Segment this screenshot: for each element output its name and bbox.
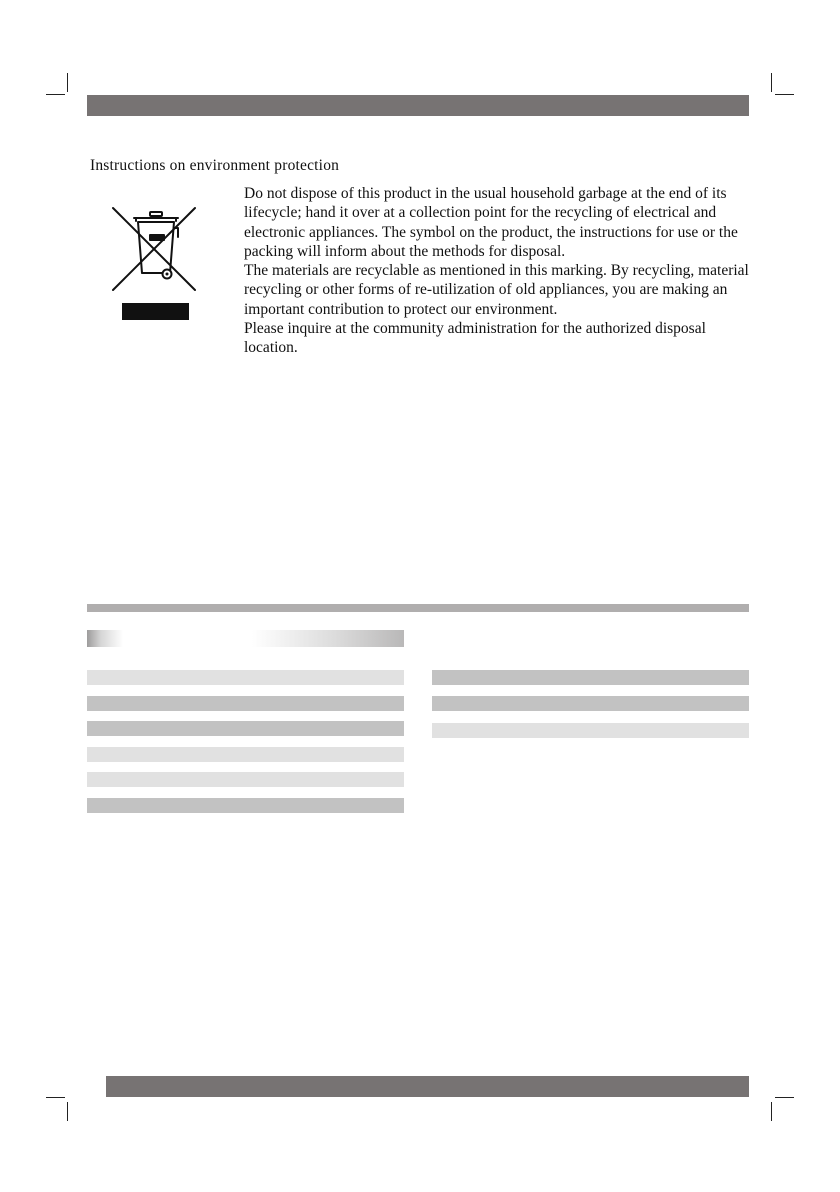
left-strip-5 bbox=[87, 772, 404, 787]
crop-mark-top-left-v bbox=[67, 73, 68, 92]
gradient-heading-strip bbox=[87, 630, 404, 647]
crop-mark-bottom-right-v bbox=[771, 1102, 772, 1121]
left-strip-4 bbox=[87, 747, 404, 762]
crossed-out-wheeled-bin-icon bbox=[110, 203, 202, 323]
left-strip-2 bbox=[87, 696, 404, 711]
footer-bar bbox=[106, 1076, 749, 1097]
left-strip-3 bbox=[87, 721, 404, 736]
crop-mark-top-left-h bbox=[46, 94, 65, 95]
crop-mark-bottom-left-v bbox=[67, 1102, 68, 1121]
paragraph-recycling: The materials are recyclable as mentioned in this marking. By recycling, material recycling or other forms of re-utilization of old appliances, you are making an important contribution to protect our environment. bbox=[244, 262, 749, 318]
left-strip-6 bbox=[87, 798, 404, 813]
section-title: Instructions on environment protection bbox=[90, 157, 340, 174]
section-divider bbox=[87, 604, 749, 612]
left-strip-1 bbox=[87, 670, 404, 685]
right-strip-2 bbox=[432, 696, 749, 711]
crop-mark-bottom-right-h bbox=[775, 1097, 794, 1098]
crop-mark-top-right-h bbox=[775, 94, 794, 95]
right-strip-3 bbox=[432, 723, 749, 738]
paragraph-disposal: Do not dispose of this product in the usual household garbage at the end of its lifecycle; hand it over at a collection point for the recycling of electrical and electronic appliances. The symbol on the product, the instructions for use or the packing will inform about the methods for disposal. bbox=[244, 185, 738, 260]
crop-mark-top-right-v bbox=[771, 73, 772, 92]
paragraph-inquire: Please inquire at the community administration for the authorized disposal location. bbox=[244, 320, 706, 357]
header-bar bbox=[87, 95, 749, 116]
crop-mark-bottom-left-h bbox=[46, 1097, 65, 1098]
right-strip-1 bbox=[432, 670, 749, 685]
disposal-instructions bbox=[244, 184, 754, 358]
